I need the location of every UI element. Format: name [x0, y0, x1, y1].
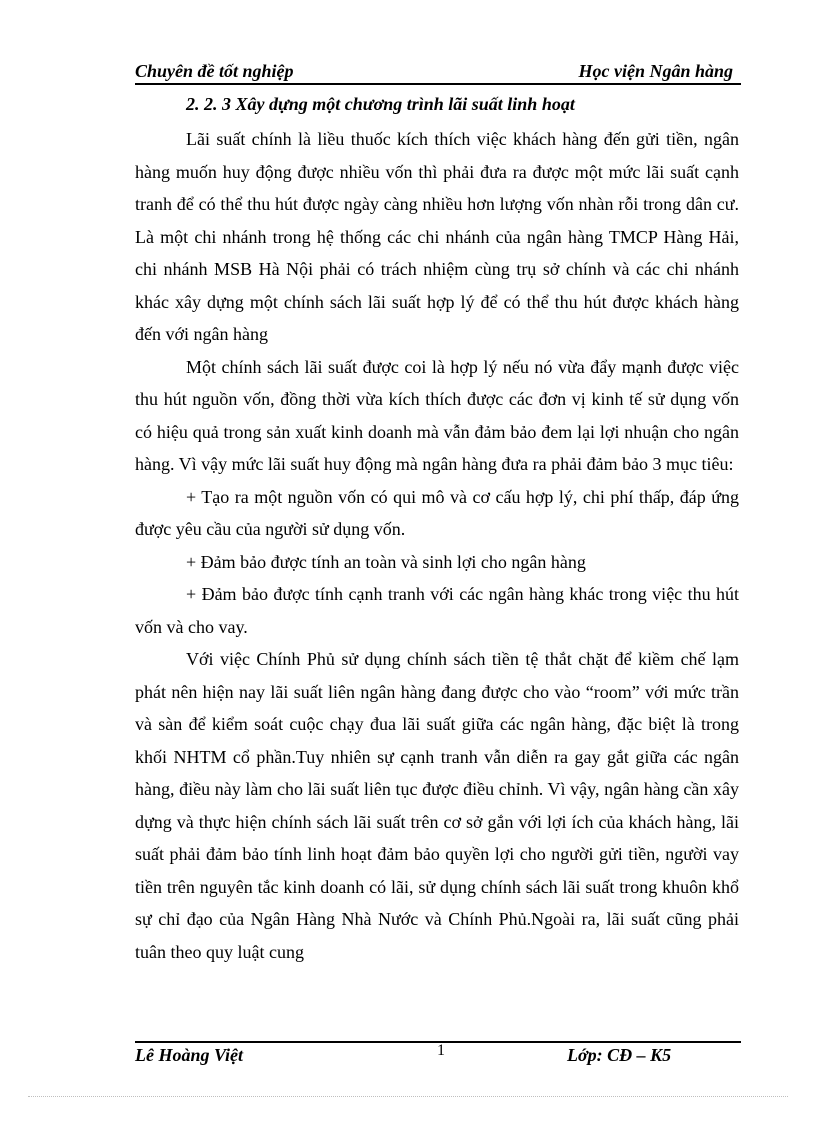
paragraph: Với việc Chính Phủ sử dụng chính sách tiền tệ thắt chặt để kiềm chế lạm phát nên hiện nay lãi suất liên ngân hàng đang được cho vào “room” với mức trần và sàn để kiểm soát cuộc chạy đua lãi suất giữa các ngân hàng, đặc biệt là trong khối NHTM cổ phần.Tuy nhiên sự cạnh tranh vẫn diễn ra gay gắt giữa các ngân hàng, điều này làm cho lãi suất liên tục được điều chỉnh. Vì vậy, ngân hàng cần xây dựng và thực hiện chính sách lãi suất trên cơ sở gắn với lợi ích của khách hàng, lãi suất phải đảm bảo tính linh hoạt đảm bảo quyền lợi cho người gửi tiền, người vay tiền trên nguyên tắc kinh doanh có lãi, sử dụng chính sách lãi suất trong khuôn khổ sự chỉ đạo của Ngân Hàng Nhà Nước và Chính Phủ.Ngoài ra, lãi suất cũng phải tuân theo quy luật cung — [135, 649, 739, 962]
page-bottom-edge — [28, 1096, 788, 1097]
paragraph: + Đảm bảo được tính cạnh tranh với các ngân hàng khác trong việc thu hút vốn và cho vay. — [135, 584, 739, 637]
page-number: 1 — [437, 1042, 445, 1059]
page-footer — [135, 1042, 741, 1067]
header-thesis-label: Chuyên đề tốt nghiệp — [135, 61, 294, 81]
footer-class: Lớp: CĐ – K5 — [567, 1045, 672, 1065]
paragraph: Một chính sách lãi suất được coi là hợp lý nếu nó vừa đẩy mạnh được việc thu hút nguồn vốn, đồng thời vừa kích thích được các đơn vị kinh tế sử dụng vốn có hiệu quả trong sản xuất kinh doanh mà vẫn đảm bảo đem lại lợi nhuận cho ngân hàng. Vì vậy mức lãi suất huy động mà ngân hàng đưa ra phải đảm bảo 3 mục tiêu: — [135, 356, 739, 474]
paragraph: + Tạo ra một nguồn vốn có qui mô và cơ cấu hợp lý, chi phí thấp, đáp ứng được yêu cầu của người sử dụng vốn. — [135, 486, 739, 539]
paragraph: Lãi suất chính là liều thuốc kích thích việc khách hàng đến gửi tiền, ngân hàng muốn huy động được nhiều vốn thì phải đưa ra được một mức lãi suất cạnh tranh để có thể thu hút được ngày càng nhiều hơn lượng vốn nhàn rỗi trong dân cư. Là một chi nhánh trong hệ thống các chi nhánh của ngân hàng TMCP Hàng Hải, chi nhánh MSB Hà Nội phải có trách nhiệm cùng trụ sở chính và các chi nhánh khác xây dựng một chính sách lãi suất hợp lý để có thể thu hút được khách hàng đến với ngân hàng — [135, 129, 739, 344]
page-header — [135, 61, 741, 85]
header-institution: Học viện Ngân hàng — [578, 61, 733, 81]
footer-author: Lê Hoàng Việt — [135, 1045, 243, 1065]
section-title: 2. 2. 3 Xây dựng một chương trình lãi suất linh hoạt — [186, 94, 575, 114]
body-text — [135, 123, 739, 968]
paragraph: + Đảm bảo được tính an toàn và sinh lợi cho ngân hàng — [186, 551, 586, 572]
